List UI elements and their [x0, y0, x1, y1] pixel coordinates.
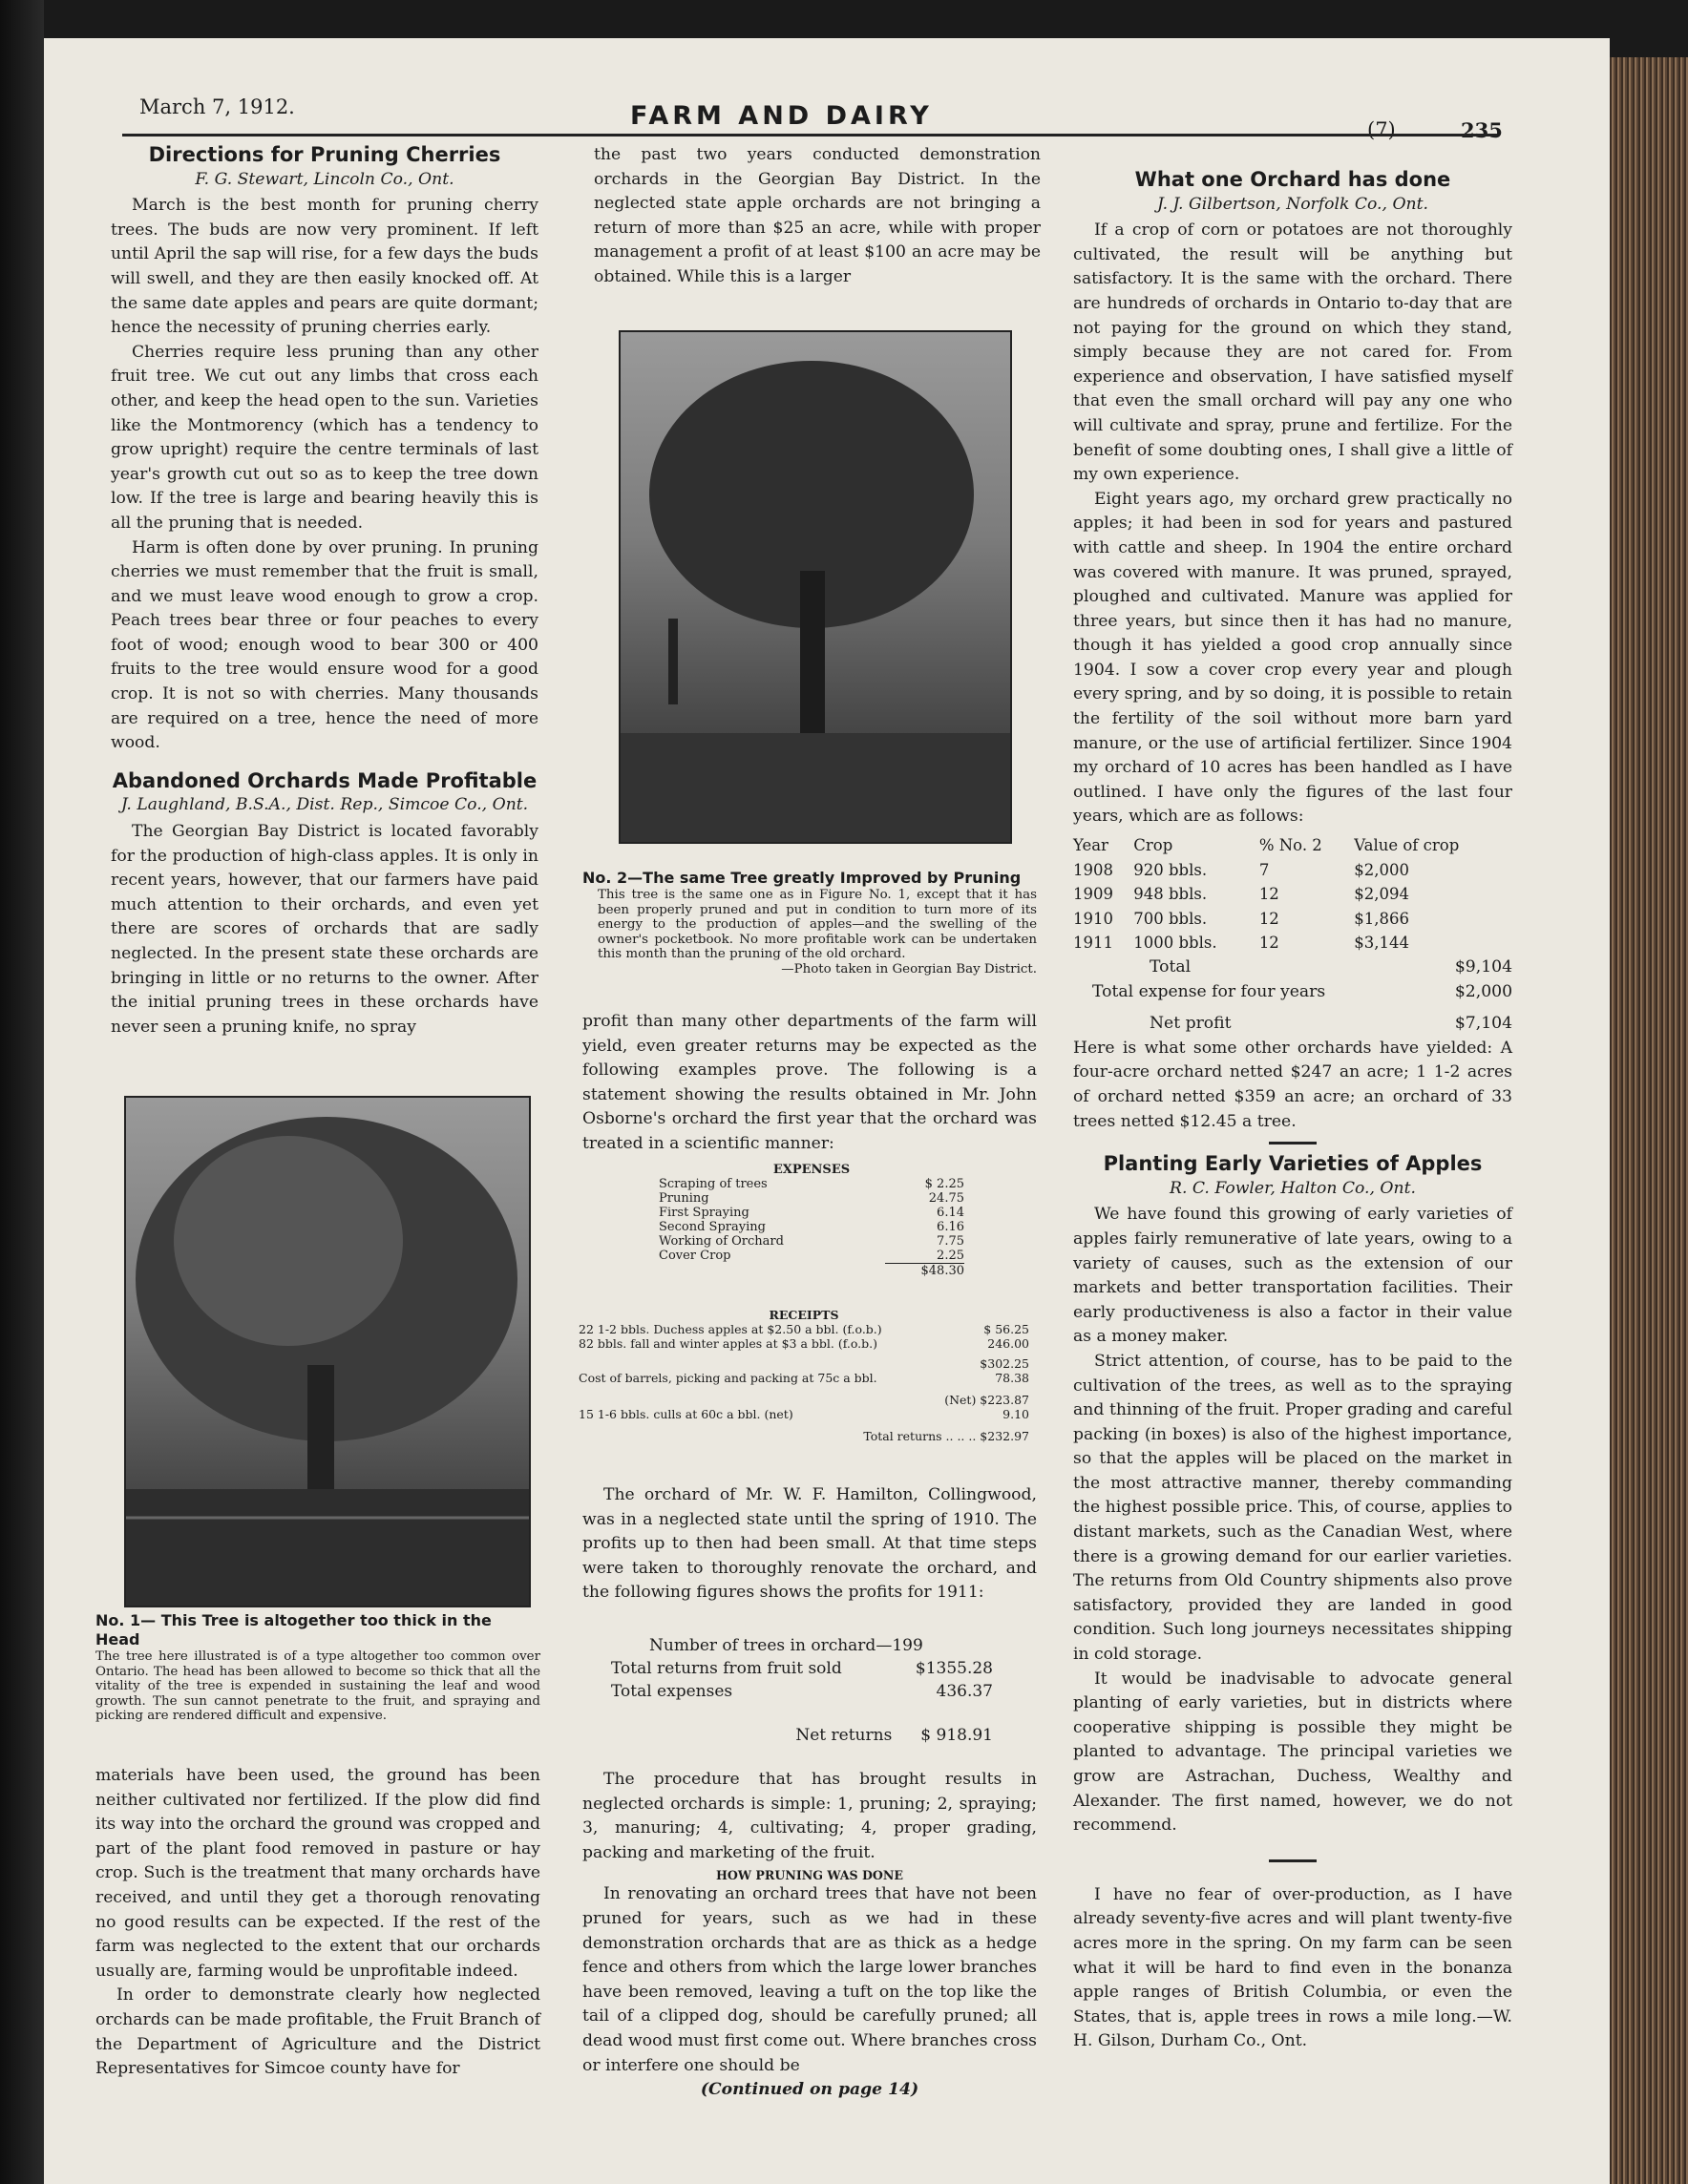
table-row	[1073, 882, 1512, 907]
orchard-yield-table	[1073, 833, 1512, 956]
column-1	[111, 143, 538, 1040]
paragraph: Here is what some other orchards have yielded: A four-acre orchard netted $247 an acre; 1 1-2 acres of orchard netted $359 an acre; an orchard of 33 trees netted $12.45 a tree.	[1073, 1038, 1512, 1131]
book-gutter	[0, 0, 44, 2184]
masthead: FARM AND DAIRY	[630, 101, 933, 131]
tree-1-illustration	[126, 1098, 529, 1606]
cell: 12	[1258, 934, 1279, 953]
figure-caption-body: This tree is the same one as in Figure No. 1, except that it has been properly pruned and put in condition to turn more of its energy to the production of apples—and the swelling of the owner's pocketbook. No more profitable work can be undertaken this month than the pruning of the old orchard.	[598, 888, 1037, 961]
divider	[1269, 1859, 1317, 1862]
article-byline: R. C. Fowler, Halton Co., Ont.	[1170, 1178, 1416, 1198]
paragraph: The Georgian Bay District is located favorably for the production of high-class apples. It is only in recent years, however, that our farmers have paid much attention to their orchards, and even yet there are scores of orchards that are sadly neglected. In the present state these orchards are bringing in little or no returns to the owner. After the initial pruning trees in these orchards have never seen a pruning knife, no spray	[111, 822, 538, 1037]
expense-label: Scraping of trees	[659, 1177, 768, 1191]
receipt-value: 78.38	[995, 1371, 1029, 1385]
expense-value: $ 2.25	[924, 1177, 964, 1191]
value: $9,104	[1454, 957, 1512, 976]
table-row	[659, 1249, 964, 1264]
expense-label: First Spraying	[659, 1206, 749, 1220]
cell: 12	[1258, 885, 1279, 904]
receipt-value: $232.97	[980, 1429, 1029, 1443]
column-2-hamilton	[582, 1483, 1037, 1606]
column-2-lower	[582, 1768, 1037, 2103]
article-title: Directions for Pruning Cherries	[148, 143, 501, 166]
receipt-value: 246.00	[987, 1336, 1029, 1351]
hamilton-value: $1355.28	[915, 1659, 993, 1678]
hamilton-label: Total expenses	[611, 1682, 733, 1701]
hamilton-row	[611, 1724, 993, 1747]
table-row	[1073, 931, 1512, 956]
cell: $2,094	[1354, 885, 1409, 904]
cell: 12	[1258, 909, 1279, 928]
expenses-table	[659, 1163, 964, 1278]
table-row	[659, 1191, 964, 1206]
cell: 1909	[1073, 885, 1113, 904]
table-header-row	[1073, 833, 1512, 858]
receipt-label: Total returns	[863, 1429, 942, 1443]
table-row	[659, 1177, 964, 1191]
paragraph: materials have been used, the ground has been neither cultivated nor fertilized. If the plow did find its way into the orchard the ground was cropped and part of the plant food removed in pasture or hay crop. Such is the treatment that many orchards have received, and until they get a thorough renovating no good results can be expected. If the rest of the farm was neglected to the extent that our orchards usually are, farming would be unprofitable indeed.	[95, 1766, 540, 1981]
article-byline: J. J. Gilbertson, Norfolk Co., Ont.	[1157, 194, 1428, 214]
net-row	[1073, 1012, 1512, 1037]
issue-date: March 7, 1912.	[139, 95, 295, 118]
hamilton-label: Net returns	[795, 1726, 893, 1745]
receipt-value: $ 56.25	[983, 1322, 1029, 1336]
subheading: HOW PRUNING WAS DONE	[716, 1868, 903, 1883]
expenses-rows	[659, 1177, 964, 1278]
paragraph: We have found this growing of early varieties of apples fairly remunerative of late years, owing to a variety of causes, such as the extension of our markets and better transportation facilities. Their early productiveness is also a factor in their value as a money maker.	[1073, 1205, 1512, 1347]
paragraph: The orchard of Mr. W. F. Hamilton, Collingwood, was in a neglected state until the spring of 1910. The profits up to then had been small. At that time steps were taken to thoroughly renovate the orchard, and the following figures shows the profits for 1911:	[582, 1485, 1037, 1603]
hamilton-figures	[611, 1634, 993, 1747]
expense-value: 2.25	[937, 1249, 964, 1263]
column-header: % No. 2	[1258, 836, 1322, 855]
receipt-row	[579, 1336, 1029, 1351]
cell: 700 bbls.	[1133, 909, 1208, 928]
receipt-label: Cost of barrels, picking and packing at 75c a bbl.	[579, 1371, 877, 1385]
table-row	[1073, 858, 1512, 883]
article-title: What one Orchard has done	[1134, 168, 1451, 191]
paragraph: the past two years conducted demonstration orchards in the Georgian Bay District. In the neglected state apple orchards are not bringing a return of more than $25 an acre, while with proper management a profit of at least $100 an acre may be obtained. While this is a larger	[594, 145, 1041, 286]
expense-value: 7.75	[937, 1234, 964, 1249]
column-2-top	[594, 143, 1041, 290]
table-heading: EXPENSES	[772, 1163, 851, 1177]
expense-label: Second Spraying	[659, 1220, 766, 1234]
hamilton-trees: Number of trees in orchard—199	[649, 1636, 923, 1655]
column-2-mid	[582, 1010, 1037, 1157]
section-number: (7)	[1367, 118, 1396, 141]
expense-value: 24.75	[928, 1191, 964, 1206]
paragraph: Harm is often done by over pruning. In pruning cherries we must remember that the fruit is small, and we must leave wood enough to grow a crop. Peach trees bear three or four peaches to every foot of wood; enough wood to bear 300 or 400 fruits to the tree would ensure wood for a good crop. It is not so with cherries. Many thousands are required on a tree, hence the need of more wood.	[111, 537, 538, 753]
hamilton-row	[611, 1680, 993, 1703]
paragraph: I have no fear of over-production, as I have already seventy-five acres and will plant twenty-five acres more in the spring. On my farm can be seen what it will be hard to find even in the bonanza apple ranges of British Columbia, or even the States, that is, apple trees in rows a mile long.—W. H. Gilson, Durham Co., Ont.	[1073, 1884, 1512, 2051]
hamilton-label: Total returns from fruit sold	[611, 1659, 842, 1678]
paragraph: In renovating an orchard trees that have not been pruned for years, such as we had in these demonstration orchards that are as thick as a hedge fence and others from which the large lower branches have been removed, leaving a tuft on the top like the tail of a clipped dog, should be carefully pruned; all dead wood must first come out. Where branches cross or interfere one should be	[582, 1884, 1037, 2075]
receipt-row	[579, 1371, 1029, 1385]
cell: 1908	[1073, 860, 1113, 879]
table-row	[659, 1206, 964, 1220]
tree-2-illustration	[621, 332, 1010, 842]
column-header: Crop	[1133, 836, 1173, 855]
receipts-table	[579, 1308, 1029, 1443]
paragraph: It would be inadvisable to advocate general planting of early varieties, but in districts where cooperative shipping is possible they might be planted to advantage. The principal varieties we grow are Astrachan, Duchess, Wealthy and Alexander. The first named, however, we do not recommend.	[1073, 1669, 1512, 1836]
receipt-value: 9.10	[1002, 1407, 1029, 1421]
paragraph: In order to demonstrate clearly how neglected orchards can be made profitable, the Fruit Branch of the Department of Agriculture and the District Representatives for Simcoe county have for	[95, 1985, 540, 2079]
table-row	[659, 1220, 964, 1234]
table-heading: RECEIPTS	[769, 1308, 839, 1322]
expense-value: 6.16	[937, 1220, 964, 1234]
book-fore-edge	[1610, 57, 1688, 2184]
expense-label: Cover Crop	[659, 1249, 731, 1264]
receipt-row	[579, 1407, 1029, 1421]
hamilton-value: $ 918.91	[920, 1726, 993, 1745]
column-header: Value of crop	[1354, 836, 1460, 855]
receipts-subtotal: $302.25	[980, 1356, 1029, 1371]
cell: $3,144	[1354, 934, 1409, 953]
page-number: 235	[1461, 118, 1503, 142]
paragraph: Eight years ago, my orchard grew practically no apples; it had been in sod for years and pastured with cattle and sheep. In 1904 the entire orchard was covered with manure. It was pruned, sprayed, ploughed and cultivated. Manure was applied for three years, but since then it has had no manure, though it has yielded a good crop annually since 1904. I sow a cover crop every year and plough every spring, and by so doing, it is possible to retain the fertility of the soil without more barn yard manure, or the use of artificial fertilizer. Since 1904 my orchard of 10 acres has been handled as I have outlined. I have only the figures of the last four years, which are as follows:	[1073, 489, 1512, 827]
column-header: Year	[1073, 836, 1108, 855]
receipt-label: 82 bbls. fall and winter apples at $3 a bbl. (f.o.b.)	[579, 1336, 877, 1351]
receipts-net: (Net) $223.87	[944, 1393, 1029, 1407]
figure-1-caption	[95, 1611, 540, 1724]
figure-2-caption	[582, 869, 1037, 976]
cell: 948 bbls.	[1133, 885, 1208, 904]
expense-value: 6.14	[937, 1206, 964, 1220]
cell: 1000 bbls.	[1133, 934, 1217, 953]
value: $7,104	[1454, 1014, 1512, 1034]
tree-photo-1	[124, 1096, 531, 1607]
cell: $2,000	[1354, 860, 1409, 879]
article-byline: J. Laughland, B.S.A., Dist. Rep., Simcoe Co., Ont.	[120, 795, 529, 815]
cell: $1,866	[1354, 909, 1409, 928]
receipt-row	[579, 1322, 1029, 1336]
paragraph: March is the best month for pruning cherry trees. The buds are now very prominent. If left until April the sap will rise, for a few days the buds will swell, and they are then easily knocked off. At the same date apples and pears are quite dormant; hence the necessity of pruning cherries early.	[111, 196, 538, 338]
hamilton-value: 436.37	[936, 1682, 993, 1701]
hamilton-row	[611, 1657, 993, 1680]
column-3	[1073, 168, 1512, 2054]
divider	[1269, 1142, 1317, 1144]
paragraph: profit than many other departments of the farm will yield, even greater returns may be expected as the following examples prove. The following is a statement showing the results obtained in Mr. John Osborne's orchard the first year that the orchard was treated in a scientific manner:	[582, 1012, 1037, 1153]
figure-caption-title: No. 1— This Tree is altogether too thick in the Head	[95, 1611, 492, 1648]
figure-caption-body: The tree here illustrated is of a type altogether too common over Ontario. The head has been allowed to become so thick that all the vitality of the tree is expended in sustaining the leaf and wood growth. The sun cannot penetrate to the fruit, and spraying and picking are rendered difficult and expensive.	[95, 1649, 540, 1723]
cell: 1910	[1073, 909, 1113, 928]
paragraph: Cherries require less pruning than any other fruit tree. We cut out any limbs that cross each other, and keep the head open to the sun. Varieties like the Montmorency (which has a tendency to grow upright) require the centre terminals of last year's growth cut out so as to keep the tree down low. If the tree is large and bearing heavily this is all the pruning that is needed.	[111, 342, 538, 533]
receipts-total: Total returns .. .. .. $232.97	[863, 1429, 1029, 1443]
paragraph: Strict attention, of course, has to be paid to the cultivation of the trees, as well as to the spraying and thinning of the fruit. Proper grading and careful packing (in boxes) is also of the highest importance, so that the apples will be placed on the market in the most attractive manner, thereby commanding the highest possible price. This, of course, applies to distant markets, such as the Canadian West, where there is a growing demand for our earlier varieties. The returns from Old Country shipments also prove satisfactory, provided they are landed in good condition. Such long journeys necessitates shipping in cold storage.	[1073, 1351, 1512, 1665]
label: Net profit	[1150, 1014, 1232, 1034]
article-byline: F. G. Stewart, Lincoln Co., Ont.	[195, 169, 454, 189]
table-row	[659, 1234, 964, 1249]
receipt-label: 22 1-2 bbls. Duchess apples at $2.50 a bbl. (f.o.b.)	[579, 1322, 882, 1336]
receipt-label: 15 1-6 bbls. culls at 60c a bbl. (net)	[579, 1407, 793, 1421]
article-title: Planting Early Varieties of Apples	[1103, 1152, 1483, 1176]
table-row	[1073, 907, 1512, 932]
total-row	[1073, 956, 1512, 980]
tree-photo-2	[619, 330, 1012, 844]
article-title: Abandoned Orchards Made Profitable	[112, 768, 538, 792]
figure-caption-title: No. 2—The same Tree greatly Improved by Pruning	[582, 869, 1022, 887]
cell: 7	[1258, 860, 1270, 879]
column-1-lower	[95, 1764, 540, 2082]
label: Total expense for four years	[1092, 981, 1326, 1001]
cell: 1911	[1073, 934, 1113, 953]
cell: 920 bbls.	[1133, 860, 1208, 879]
header-rule	[122, 134, 1497, 136]
expense-row	[1073, 980, 1512, 1005]
continued-note: (Continued on page 14)	[700, 2080, 919, 2100]
paragraph: The procedure that has brought results in neglected orchards is simple: 1, pruning; 2, spraying; 3, manuring; 4, cultivating; 4, proper grading, packing and marketing of the fruit.	[582, 1770, 1037, 1862]
expense-label: Pruning	[659, 1191, 709, 1206]
paragraph: If a crop of corn or potatoes are not thoroughly cultivated, the result will be anything but satisfactory. It is the same with the orchard. There are hundreds of orchards in Ontario to-day that are not paying for the ground on which they stand, simply because they are not cared for. From experience and observation, I have satisfied myself that even the small orchard will pay any one who will cultivate and spray, prune and fertilize. For the benefit of some doubting ones, I shall give a little of my own experience.	[1073, 220, 1512, 485]
expense-label: Working of Orchard	[659, 1234, 784, 1249]
label: Total	[1150, 957, 1192, 976]
expenses-total: $48.30	[885, 1264, 964, 1279]
value: $2,000	[1454, 981, 1512, 1001]
photo-credit: —Photo taken in Georgian Bay District.	[781, 961, 1037, 976]
